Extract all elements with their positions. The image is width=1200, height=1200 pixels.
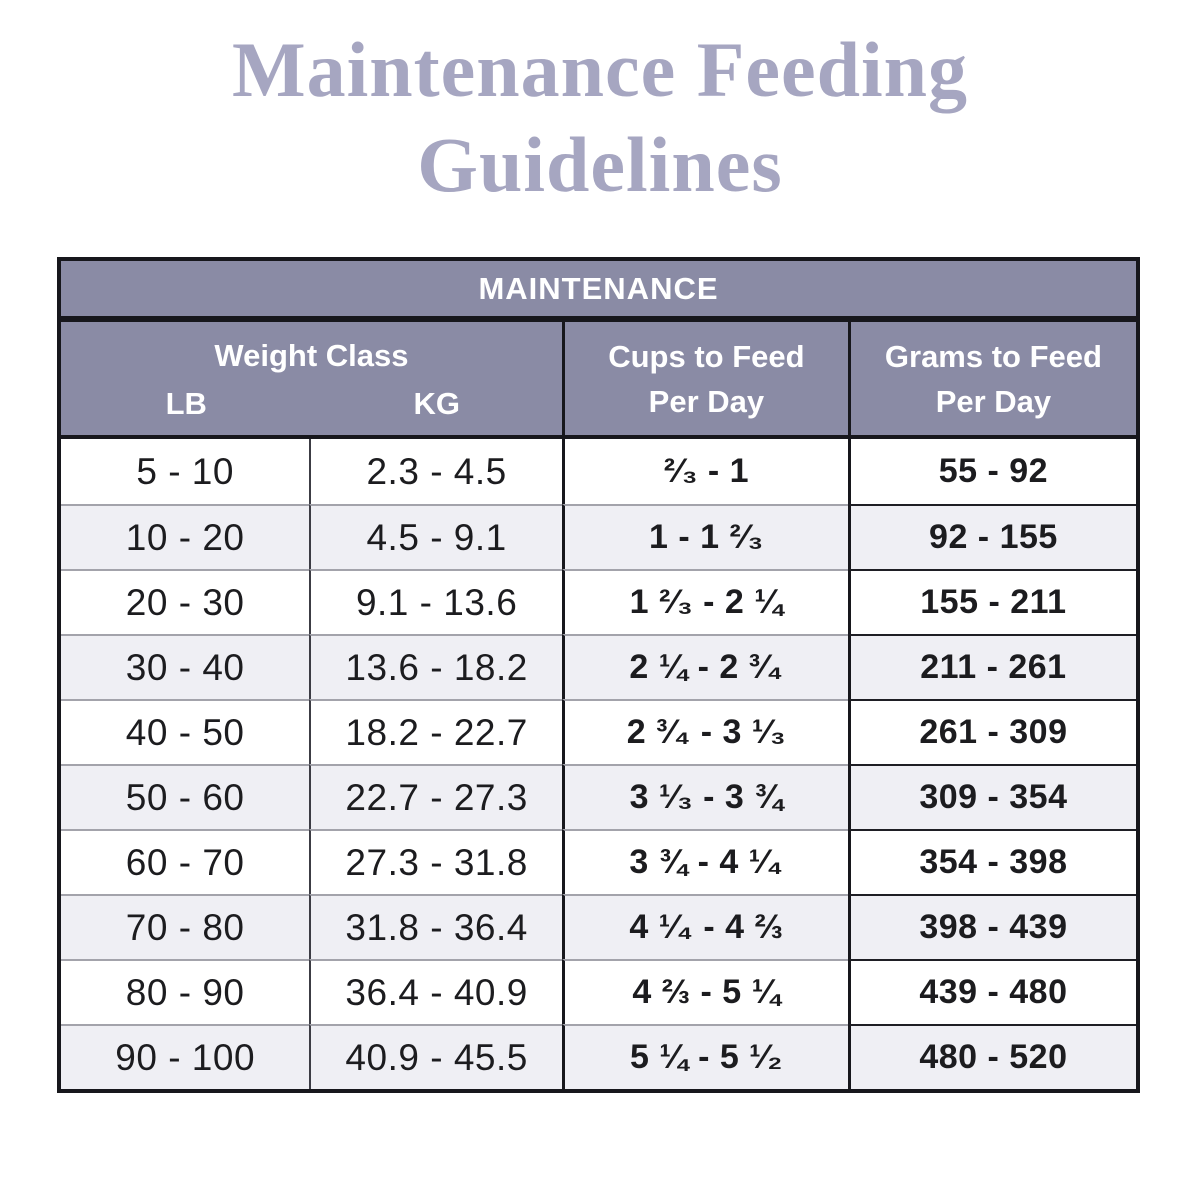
kg-range-cell: 13.6 - 18.2 — [309, 634, 562, 699]
cups-per-day-cell: 1 - 1 ²⁄₃ — [562, 504, 848, 569]
table-row — [61, 959, 1136, 1024]
kg-range-cell: 4.5 - 9.1 — [309, 504, 562, 569]
weight-class-header — [61, 322, 562, 435]
cups-per-day-cell: 5 ¼ - 5 ¹⁄₂ — [562, 1024, 848, 1089]
grams-per-day-cell: 92 - 155 — [848, 504, 1136, 569]
lb-range-cell: 20 - 30 — [61, 569, 309, 634]
grams-per-day-cell: 261 - 309 — [848, 699, 1136, 764]
kg-range-cell: 9.1 - 13.6 — [309, 569, 562, 634]
grams-per-day-cell: 55 - 92 — [848, 439, 1136, 504]
cups-per-day-cell: 1 ²⁄₃ - 2 ¼ — [562, 569, 848, 634]
cups-per-day-cell: 4 ¹⁄₄ - 4 ⅔ — [562, 894, 848, 959]
table-row — [61, 439, 1136, 504]
lb-range-cell: 5 - 10 — [136, 450, 234, 492]
table-column-headers — [61, 322, 1136, 439]
cups-per-day-cell: 3 ¹⁄₃ - 3 ¾ — [562, 764, 848, 829]
kg-range-cell: 27.3 - 31.8 — [309, 829, 562, 894]
table-banner-maintenance: MAINTENANCE — [61, 261, 1136, 322]
grams-per-day-cell: 398 - 439 — [848, 894, 1136, 959]
lb-range-cell: 60 - 70 — [61, 829, 309, 894]
lb-range-cell: 90 - 100 — [61, 1024, 309, 1089]
lb-range-cell: 80 - 90 — [61, 959, 309, 1024]
feeding-guidelines-table — [57, 257, 1140, 1093]
lb-range-cell: 40 - 50 — [61, 699, 309, 764]
title-line-2: Guidelines — [417, 121, 783, 208]
table-row — [61, 634, 1136, 699]
grams-column-header — [848, 322, 1136, 435]
grams-column-label: Grams to Feed Per Day — [884, 338, 1102, 419]
lb-range-cell: 50 - 60 — [61, 764, 309, 829]
cups-per-day-cell: 4 ⅔ - 5 ¼ — [562, 959, 848, 1024]
kg-range-cell: 22.7 - 27.3 — [309, 764, 562, 829]
table-row — [61, 829, 1136, 894]
table-row — [61, 1024, 1136, 1089]
weight-class-units — [61, 386, 562, 422]
table-row — [61, 569, 1136, 634]
lb-range-cell: 70 - 80 — [61, 894, 309, 959]
table-row — [61, 699, 1136, 764]
cups-per-day-cell: ²⁄₃ - 1 — [562, 439, 848, 504]
cups-column-label: Cups to Feed Per Day — [608, 338, 805, 419]
lb-column-label: LB — [165, 385, 207, 421]
page-title — [0, 22, 1200, 212]
cups-per-day-cell: 2 ³⁄₄ - 3 ¹⁄₃ — [562, 699, 848, 764]
cups-column-header — [562, 322, 848, 435]
kg-range-cell: 40.9 - 45.5 — [309, 1024, 562, 1089]
table-row — [61, 894, 1136, 959]
lb-range-cell: 10 - 20 — [61, 504, 309, 569]
grams-per-day-cell: 480 - 520 — [848, 1024, 1136, 1089]
kg-column-label: KG — [413, 385, 460, 421]
title-line-1: Maintenance Feeding — [231, 26, 969, 113]
grams-per-day-cell: 309 - 354 — [848, 764, 1136, 829]
grams-per-day-cell: 211 - 261 — [848, 634, 1136, 699]
kg-range-cell: 31.8 - 36.4 — [309, 894, 562, 959]
lb-range-cell: 30 - 40 — [61, 634, 309, 699]
cups-per-day-cell: 2 ¼ - 2 ³⁄₄ — [562, 634, 848, 699]
grams-per-day-cell: 354 - 398 — [848, 829, 1136, 894]
table-body — [61, 439, 1136, 1089]
kg-range-cell: 2.3 - 4.5 — [309, 439, 562, 504]
table-row — [61, 764, 1136, 829]
kg-range-cell: 18.2 - 22.7 — [309, 699, 562, 764]
cups-per-day-cell: 3 ¾ - 4 ¹⁄₄ — [562, 829, 848, 894]
kg-range-cell: 36.4 - 40.9 — [309, 959, 562, 1024]
weight-class-label: Weight Class — [214, 337, 409, 373]
grams-per-day-cell: 439 - 480 — [848, 959, 1136, 1024]
grams-per-day-cell: 155 - 211 — [848, 569, 1136, 634]
table-row — [61, 504, 1136, 569]
